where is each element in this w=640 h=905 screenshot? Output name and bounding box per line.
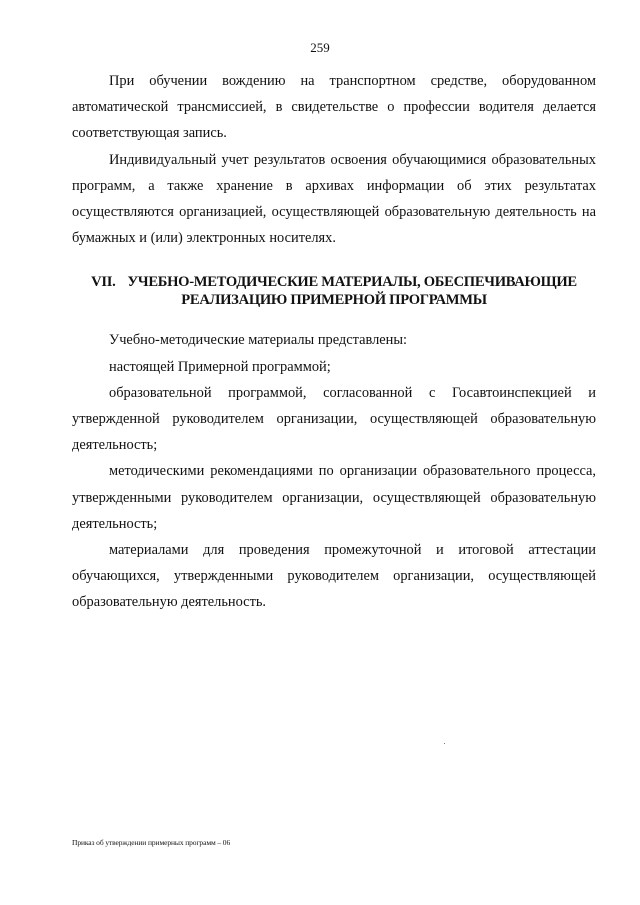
page-number: 259: [310, 40, 330, 55]
section-heading: [72, 273, 596, 309]
section-number: VII.: [91, 274, 116, 291]
scan-speck: [444, 743, 445, 744]
section-title-line-2: РЕАЛИЗАЦИЮ ПРИМЕРНОЙ ПРОГРАММЫ: [181, 292, 487, 309]
footer-note: Приказ об утверждении примерных программ – 06: [72, 838, 231, 847]
paragraph-automatic-transmission: При обучении вождению на транспортном средстве, оборудованном автоматической трансмиссией, в свидетельстве о профессии водителя делается соответствующая запись.: [72, 73, 596, 142]
list-item-attestation-materials: материалами для проведения промежуточной и итоговой аттестации обучающихся, утвержденными руководителем организации, осуществляющей образовательную деятельность.: [72, 542, 596, 611]
list-item-sample-program: настоящей Примерной программой;: [109, 358, 331, 375]
paragraph-individual-records: Индивидуальный учет результатов освоения обучающимися образовательных программ, а также хранение в архивах информации об этих результатах осуществляются организацией, осуществляющей образовательную деятельность на бумажных и (или) электронных носителях.: [72, 151, 596, 247]
list-item-educational-program: образовательной программой, согласованной с Госавтоинспекцией и утвержденной руководителем организации, осуществляющей образовательную деятельность;: [72, 384, 596, 454]
section-heading-line-1: [72, 273, 596, 291]
paragraph-materials-intro: Учебно-методические материалы представлены:: [109, 332, 408, 349]
list-item-methodological-recommendations: методическими рекомендациями по организации образовательного процесса, утвержденными руководителем организации, осуществляющей образовательную деятельность;: [72, 463, 596, 532]
section-title-line-1: УЧЕБНО-МЕТОДИЧЕСКИЕ МАТЕРИАЛЫ, ОБЕСПЕЧИВАЮЩИЕ: [127, 274, 577, 291]
document-body: [72, 68, 596, 616]
